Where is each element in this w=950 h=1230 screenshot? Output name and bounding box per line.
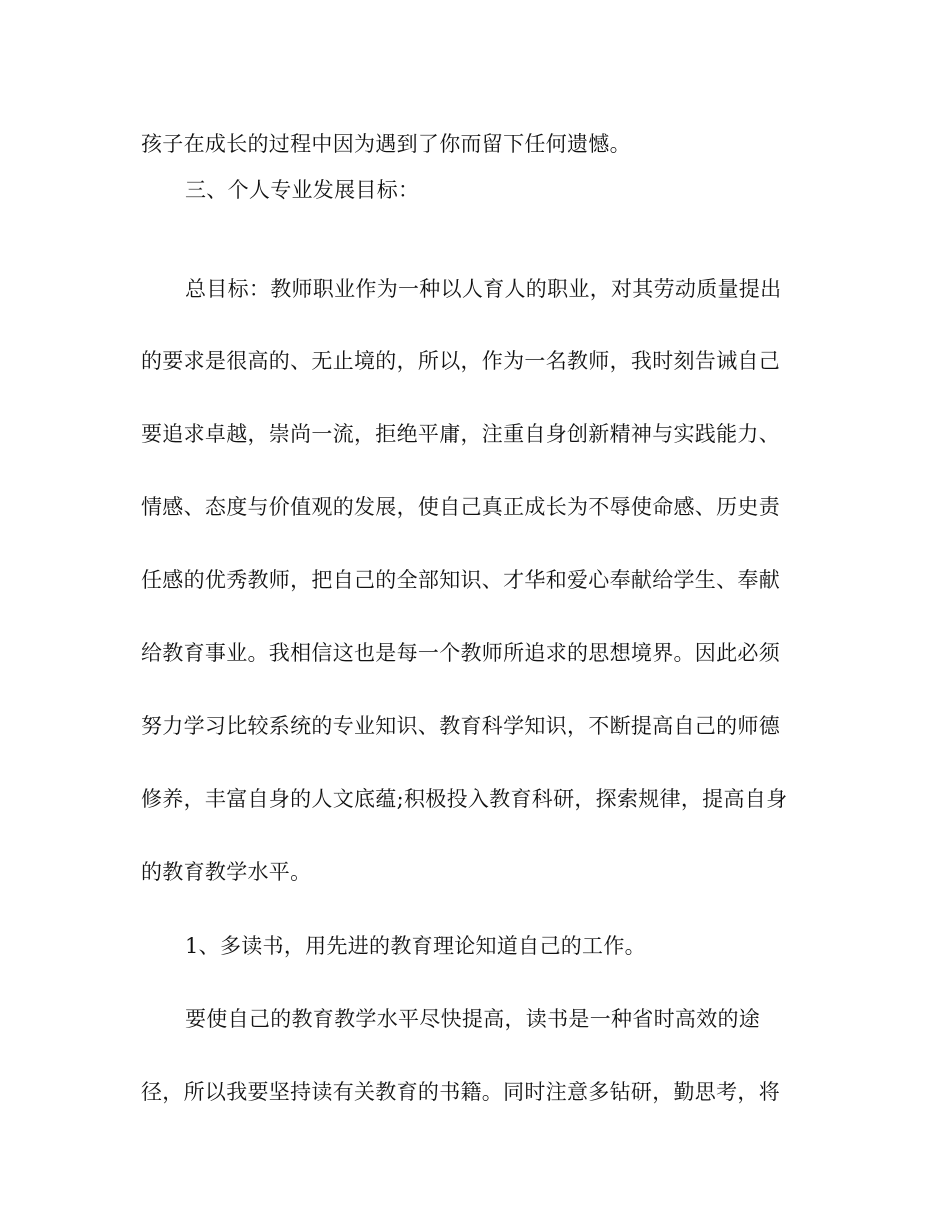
text-line: 给教育事业。我相信这也是每一个教师所追求的思想境界。因此必须 (141, 641, 780, 665)
text-line: 的要求是很高的、无止境的，所以，作为一名教师，我时刻告诫自己 (141, 349, 780, 373)
text-line: 要追求卓越，崇尚一流，拒绝平庸，注重自身创新精神与实践能力、 (141, 422, 780, 446)
text-line: 的教育教学水平。 (141, 860, 312, 884)
section-heading: 三、个人专业发展目标： (185, 178, 420, 202)
text-line: 孩子在成长的过程中因为遇到了你而留下任何遗憾。 (141, 132, 631, 156)
text-line: 修养，丰富自身的人文底蕴;积极投入教育科研，探索规律，提高自身 (141, 787, 788, 811)
text-line: 任感的优秀教师，把自己的全部知识、才华和爱心奉献给学生、奉献 (141, 568, 780, 592)
text-line: 总目标：教师职业作为一种以人育人的职业，对其劳动质量提出 (185, 277, 782, 301)
text-line: 情感、态度与价值观的发展，使自己真正成长为不辱使命感、历史责 (141, 495, 780, 519)
text-line: 要使自己的教育教学水平尽快提高，读书是一种省时高效的途 (185, 1007, 761, 1031)
subsection-heading: 1、多读书，用先进的教育理论知道自己的工作。 (185, 934, 646, 958)
text-line: 努力学习比较系统的专业知识、教育科学知识，不断提高自己的师德 (141, 714, 780, 738)
text-line: 径，所以我要坚持读有关教育的书籍。同时注意多钻研，勤思考，将 (141, 1080, 780, 1104)
